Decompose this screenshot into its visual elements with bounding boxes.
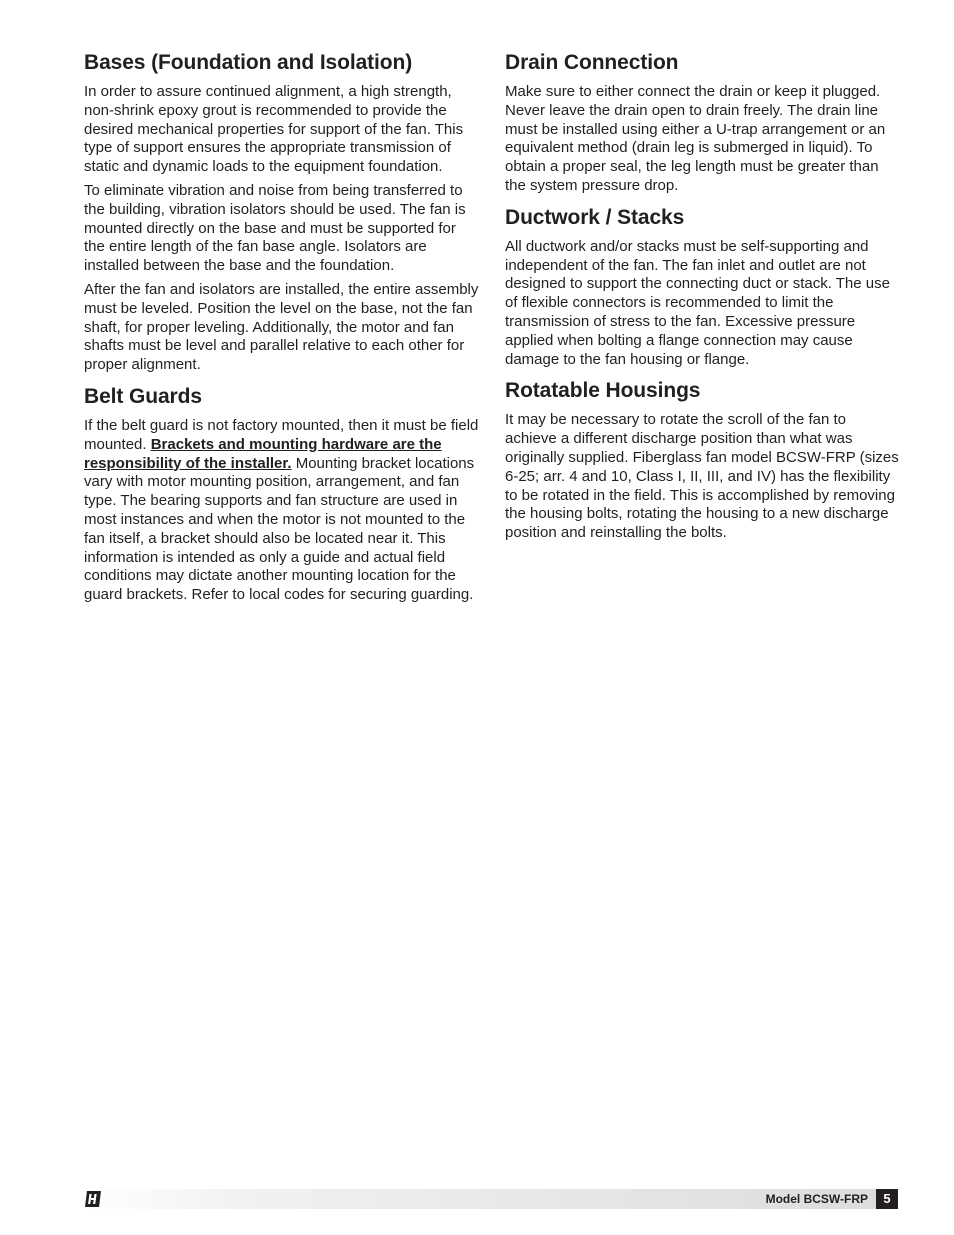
bases-paragraph-3: After the fan and isolators are installed, the entire assembly must be leveled. Position the level on the base, not the fan shaft, for proper leveling. Additionally, the motor and fan shafts must be level and parallel relative to each other for proper alignment. xyxy=(84,280,479,374)
page-footer xyxy=(84,1189,898,1209)
installer-responsibility-note: Brackets and mounting hardware are the responsibility of the installer. xyxy=(84,435,442,472)
left-column xyxy=(84,50,480,614)
bases-paragraph-2: To eliminate vibration and noise from being transferred to the building, vibration isolators should be used. The fan is mounted directly on the base and must be supported for the entire length of the fan base angle. Isolators are installed between the base and the foundation. xyxy=(84,181,466,275)
rotatable-paragraph: It may be necessary to rotate the scroll of the fan to achieve a different discharge position than what was originally supplied. Fiberglass fan model BCSW-FRP (sizes 6-25; arr. 4 and 10, Class I, II, III, and IV) has the flexibility to be rotated in the field. This is accomplished by removing the housing bolts, rotating the housing to a new discharge position and reinstalling the bolts. xyxy=(505,411,899,542)
bases-paragraph-1: In order to assure continued alignment, a high strength, non-shrink epoxy grout is recommended to provide the desired mechanical properties for support of the fan. This type of support ensures the appropriate transmission of static and dynamic loads to the equipment foundation. xyxy=(84,83,464,176)
section-rotatable-housings xyxy=(505,378,901,543)
belt-guards-text-start: If the belt guard is not factory mounted, then it must be field mounted. xyxy=(84,416,479,453)
belt-guards-text-end: Mounting bracket locations vary with motor mounting position, arrangement, and fan type. The bearing supports and fan structure are used in most instances and when the motor is not mounted to the fan itself, a bracket should also be located near it. This information is intended as only a guide and actual field conditions may dictate another mounting location for the guard brackets. Refer to local codes for securing guarding. xyxy=(84,454,475,604)
heading-belt-guards: Belt Guards xyxy=(84,384,202,408)
belt-guards-paragraph xyxy=(84,417,480,605)
heading-rotatable-housings: Rotatable Housings xyxy=(505,379,701,403)
model-label: Model BCSW-FRP xyxy=(765,1192,868,1206)
ductwork-paragraph: All ductwork and/or stacks must be self-supporting and independent of the fan. The fan inlet and outlet are not designed to support the connecting duct or stack. The use of flexible connectors is recommended to limit the transmission of stress to the fan. Excessive pressure applied when bolting a flange connection may cause damage to the fan housing or flange. xyxy=(505,237,890,368)
heading-bases: Bases (Foundation and Isolation) xyxy=(84,51,413,74)
page-number: 5 xyxy=(876,1189,898,1209)
section-ductwork xyxy=(505,205,901,370)
section-drain-connection xyxy=(505,50,901,196)
section-belt-guards xyxy=(84,384,480,605)
drain-paragraph: Make sure to either connect the drain or keep it plugged. Never leave the drain open to drain freely. The drain line must be installed using either a U-trap arrangement or an equivalent method (drain leg is submerged in liquid). To obtain a proper seal, the leg length must be greater than the system pressure drop. xyxy=(505,83,886,194)
greenheck-logo-icon xyxy=(84,1190,102,1208)
section-bases xyxy=(84,50,480,375)
heading-drain-connection: Drain Connection xyxy=(505,51,679,74)
right-column xyxy=(505,50,901,552)
heading-ductwork: Ductwork / Stacks xyxy=(505,205,685,229)
